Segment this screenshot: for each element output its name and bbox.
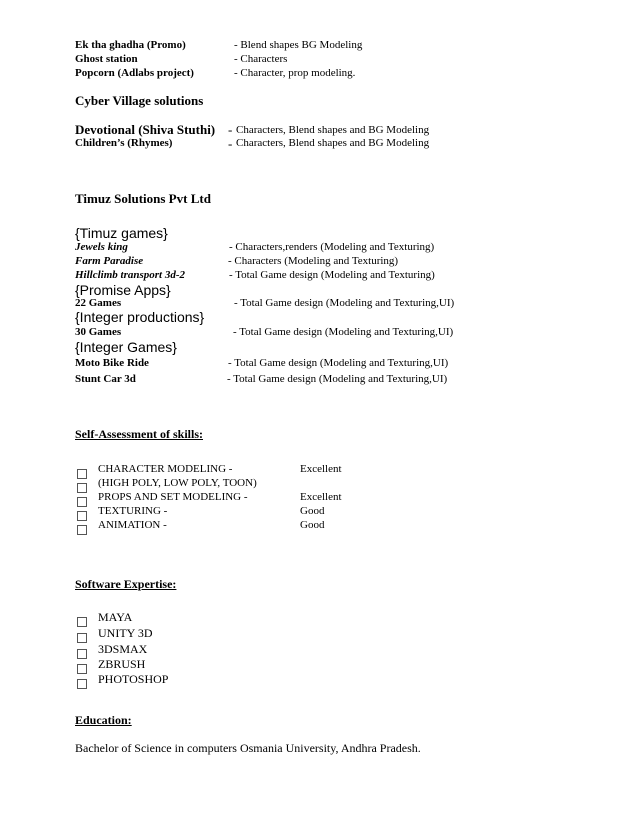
software-item: MAYA — [98, 610, 133, 624]
project-name: Jewels king — [75, 241, 128, 253]
project-name: Children’s (Rhymes) — [75, 137, 173, 149]
group-heading: {Promise Apps} — [75, 282, 171, 298]
skill-rating: Excellent — [300, 491, 342, 503]
skill-rating: Good — [300, 519, 325, 531]
project-desc: - Total Game design (Modeling and Texturing,UI) — [233, 326, 454, 338]
group-heading: {Integer productions} — [75, 309, 205, 325]
project-desc: - Total Game design (Modeling and Texturing,UI) — [228, 357, 449, 369]
project-name: 22 Games — [75, 297, 122, 309]
group-heading: {Integer Games} — [75, 339, 177, 355]
skill-rating: Excellent — [300, 463, 342, 475]
skill-name: TEXTURING - — [98, 505, 168, 517]
project-name: Stunt Car 3d — [75, 373, 136, 385]
project-desc: - Total Game design (Modeling and Texturing,UI) — [227, 373, 448, 385]
education-text: Bachelor of Science in computers Osmania University, Andhra Pradesh. — [75, 741, 421, 755]
bullet-box-icon — [77, 521, 87, 539]
project-desc: - Characters (Modeling and Texturing) — [228, 255, 399, 267]
company-heading: Cyber Village solutions — [75, 93, 204, 108]
group-heading: {Timuz games} — [75, 225, 168, 241]
software-item: ZBRUSH — [98, 657, 146, 671]
project-desc: - Character, prop modeling. — [234, 67, 356, 79]
project-dash: - — [228, 136, 233, 151]
project-desc: - Total Game design (Modeling and Texturing) — [229, 269, 435, 281]
section-heading: Education: — [75, 713, 132, 727]
project-name: Ghost station — [75, 53, 138, 65]
skill-name: CHARACTER MODELING - — [98, 463, 233, 475]
skill-name: ANIMATION - — [98, 519, 167, 531]
skill-rating: Good — [300, 505, 325, 517]
section-heading: Software Expertise: — [75, 577, 177, 591]
project-desc: - Blend shapes BG Modeling — [234, 39, 363, 51]
skill-name: (HIGH POLY, LOW POLY, TOON) — [98, 477, 257, 489]
project-desc: - Total Game design (Modeling and Texturing,UI) — [234, 297, 455, 309]
project-name: Moto Bike Ride — [75, 357, 149, 369]
skill-name: PROPS AND SET MODELING - — [98, 491, 248, 503]
project-name: Popcorn (Adlabs project) — [75, 67, 194, 79]
project-name: Devotional (Shiva Stuthi) — [75, 122, 216, 137]
section-heading: Self-Assessment of skills: — [75, 427, 203, 441]
project-name: Hillclimb transport 3d-2 — [75, 269, 186, 281]
bullet-box-icon — [77, 675, 87, 693]
software-item: UNITY 3D — [98, 626, 153, 640]
software-item: PHOTOSHOP — [98, 672, 169, 686]
project-dash: - — [228, 122, 233, 137]
project-desc: - Characters — [234, 53, 288, 65]
project-name: Ek tha ghadha (Promo) — [75, 39, 186, 51]
project-name: 30 Games — [75, 326, 122, 338]
project-desc: - Characters,renders (Modeling and Texturing) — [229, 241, 435, 253]
project-desc: Characters, Blend shapes and BG Modeling — [236, 124, 430, 136]
software-item: 3DSMAX — [98, 642, 148, 656]
project-name: Farm Paradise — [75, 255, 144, 267]
project-desc: Characters, Blend shapes and BG Modeling — [236, 137, 430, 149]
company-heading: Timuz Solutions Pvt Ltd — [75, 191, 211, 206]
